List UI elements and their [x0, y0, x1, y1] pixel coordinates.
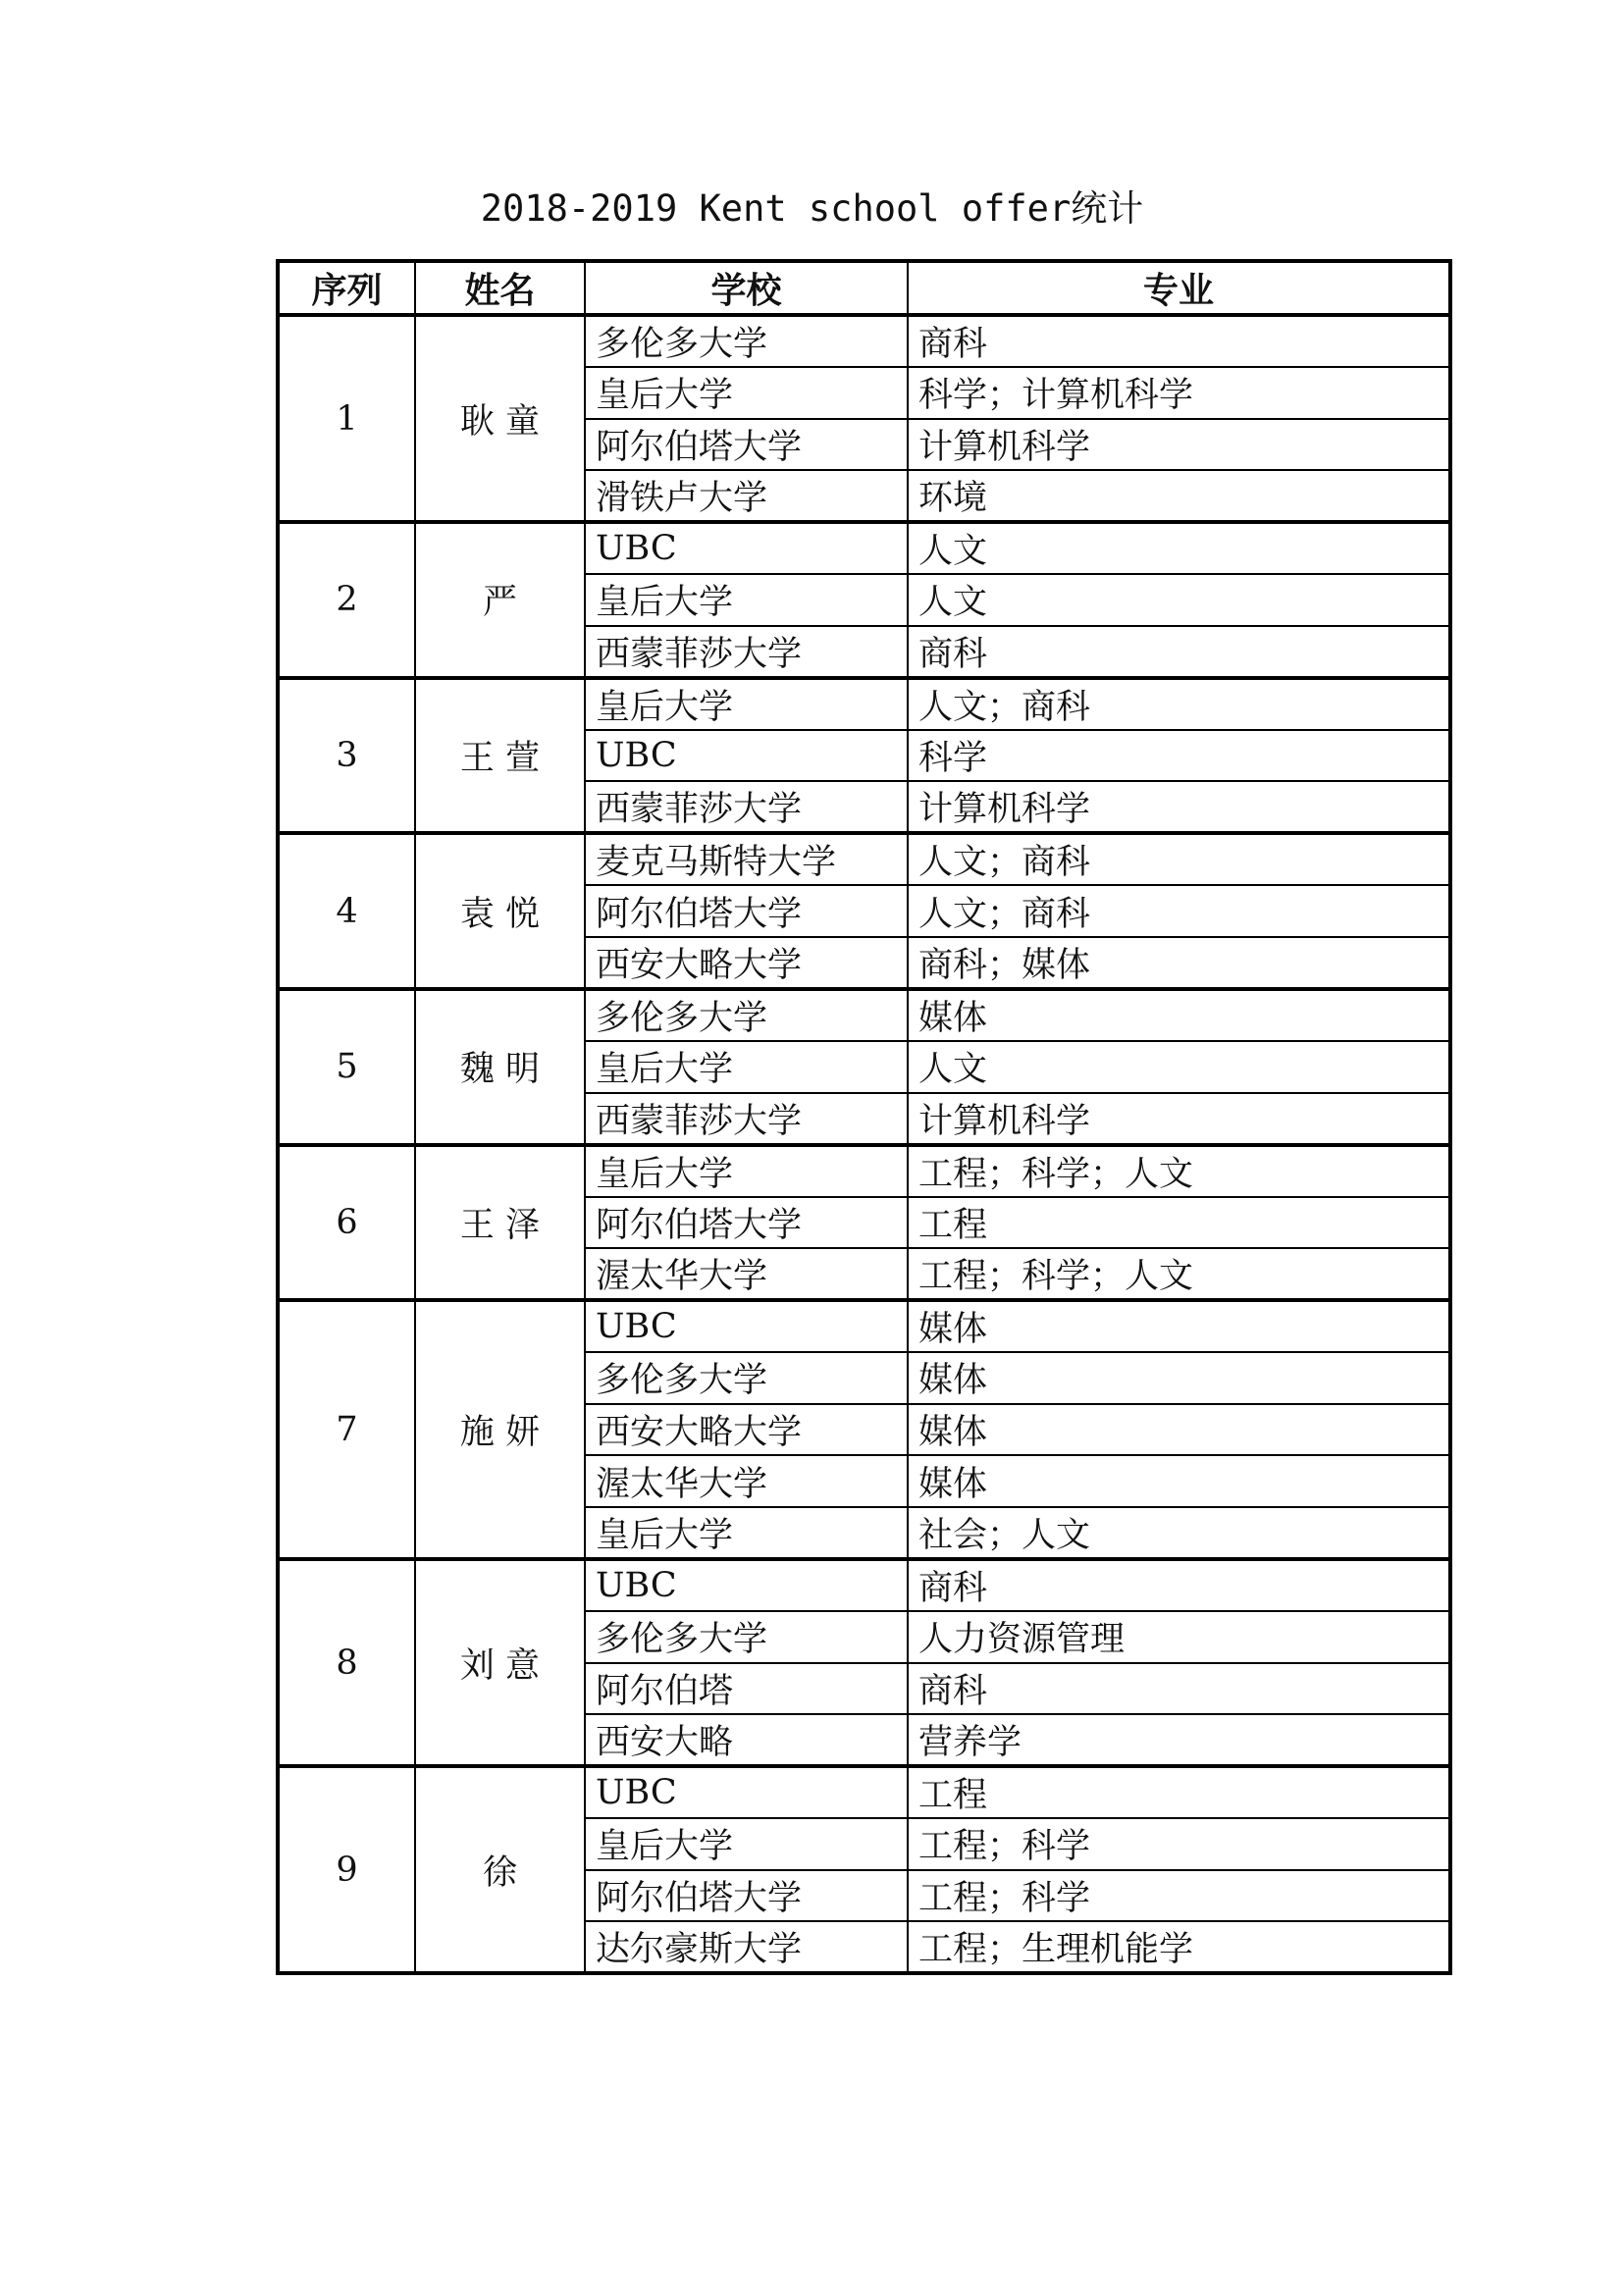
student-name: 施 妍	[415, 1300, 585, 1559]
student-seq: 7	[278, 1300, 415, 1559]
offer-major: 科学	[908, 730, 1450, 782]
student-name: 袁 悦	[415, 833, 585, 989]
offer-school: 多伦多大学	[585, 1352, 908, 1404]
offer-major: 人文	[908, 1041, 1450, 1093]
offer-table	[276, 259, 1452, 1975]
table-row	[278, 678, 1450, 730]
offer-major: 工程；科学；人文	[908, 1145, 1450, 1197]
offer-major: 工程；科学；人文	[908, 1248, 1450, 1300]
student-seq: 6	[278, 1145, 415, 1301]
offer-school: UBC	[585, 522, 908, 574]
offer-school: 多伦多大学	[585, 1611, 908, 1663]
student-seq: 8	[278, 1559, 415, 1766]
offer-school: 皇后大学	[585, 574, 908, 626]
offer-major: 媒体	[908, 1404, 1450, 1456]
offer-school: 多伦多大学	[585, 989, 908, 1041]
student-name: 严	[415, 522, 585, 678]
offer-school: 皇后大学	[585, 367, 908, 419]
offer-major: 工程	[908, 1766, 1450, 1818]
offer-major: 人文；商科	[908, 885, 1450, 937]
offer-school: 渥太华大学	[585, 1248, 908, 1300]
table-row	[278, 1766, 1450, 1818]
offer-major: 工程	[908, 1197, 1450, 1249]
table-row	[278, 315, 1450, 367]
offer-school: 渥太华大学	[585, 1455, 908, 1507]
offer-school: 阿尔伯塔大学	[585, 885, 908, 937]
offer-major: 工程；科学	[908, 1870, 1450, 1922]
table-body	[278, 315, 1450, 1973]
header-major: 专业	[908, 261, 1450, 315]
offer-school: 皇后大学	[585, 1145, 908, 1197]
offer-school: 皇后大学	[585, 678, 908, 730]
offer-major: 工程；生理机能学	[908, 1921, 1450, 1973]
offer-school: 多伦多大学	[585, 315, 908, 367]
offer-school: UBC	[585, 730, 908, 782]
offer-school: 阿尔伯塔大学	[585, 1197, 908, 1249]
student-name: 王 萱	[415, 678, 585, 834]
student-name: 王 泽	[415, 1145, 585, 1301]
table-row	[278, 989, 1450, 1041]
offer-school: 滑铁卢大学	[585, 470, 908, 522]
table-header	[278, 261, 1450, 315]
student-seq: 5	[278, 989, 415, 1145]
offer-school: 麦克马斯特大学	[585, 833, 908, 885]
offer-major: 商科	[908, 626, 1450, 678]
offer-school: 西安大略	[585, 1714, 908, 1766]
student-seq: 1	[278, 315, 415, 522]
offer-school: 西安大略大学	[585, 937, 908, 989]
offer-major: 计算机科学	[908, 419, 1450, 471]
offer-school: 西安大略大学	[585, 1404, 908, 1456]
offer-major: 媒体	[908, 989, 1450, 1041]
student-name: 徐	[415, 1766, 585, 1973]
table-row	[278, 1559, 1450, 1611]
offer-major: 计算机科学	[908, 781, 1450, 833]
header-school: 学校	[585, 261, 908, 315]
table-row	[278, 1300, 1450, 1352]
offer-major: 人文；商科	[908, 678, 1450, 730]
student-name: 刘 意	[415, 1559, 585, 1766]
header-seq: 序列	[278, 261, 415, 315]
offer-school: 阿尔伯塔大学	[585, 1870, 908, 1922]
table-row	[278, 833, 1450, 885]
offer-school: UBC	[585, 1559, 908, 1611]
offer-school: UBC	[585, 1300, 908, 1352]
offer-major: 社会；人文	[908, 1507, 1450, 1559]
offer-school: 达尔豪斯大学	[585, 1921, 908, 1973]
header-name: 姓名	[415, 261, 585, 315]
table-row	[278, 522, 1450, 574]
offer-major: 商科	[908, 1559, 1450, 1611]
offer-major: 商科	[908, 1663, 1450, 1715]
offer-school: 皇后大学	[585, 1818, 908, 1870]
offer-school: 阿尔伯塔大学	[585, 419, 908, 471]
offer-major: 人文	[908, 574, 1450, 626]
offer-school: 阿尔伯塔	[585, 1663, 908, 1715]
student-name: 魏 明	[415, 989, 585, 1145]
page-title: 2018-2019 Kent school offer统计	[480, 187, 1144, 230]
offer-school: 皇后大学	[585, 1041, 908, 1093]
offer-major: 科学；计算机科学	[908, 367, 1450, 419]
student-seq: 4	[278, 833, 415, 989]
offer-major: 媒体	[908, 1455, 1450, 1507]
offer-school: 西蒙菲莎大学	[585, 781, 908, 833]
offer-major: 商科；媒体	[908, 937, 1450, 989]
offer-major: 人文；商科	[908, 833, 1450, 885]
offer-major: 人力资源管理	[908, 1611, 1450, 1663]
offer-major: 人文	[908, 522, 1450, 574]
student-name: 耿 童	[415, 315, 585, 522]
table-row	[278, 1145, 1450, 1197]
offer-school: 西蒙菲莎大学	[585, 1093, 908, 1145]
offer-major: 工程；科学	[908, 1818, 1450, 1870]
student-seq: 2	[278, 522, 415, 678]
offer-school: UBC	[585, 1766, 908, 1818]
student-seq: 3	[278, 678, 415, 834]
student-seq: 9	[278, 1766, 415, 1973]
offer-major: 媒体	[908, 1352, 1450, 1404]
offer-school: 皇后大学	[585, 1507, 908, 1559]
offer-major: 营养学	[908, 1714, 1450, 1766]
offer-major: 环境	[908, 470, 1450, 522]
offer-school: 西蒙菲莎大学	[585, 626, 908, 678]
offer-major: 计算机科学	[908, 1093, 1450, 1145]
offer-major: 商科	[908, 315, 1450, 367]
header-row	[278, 261, 1450, 315]
offer-major: 媒体	[908, 1300, 1450, 1352]
